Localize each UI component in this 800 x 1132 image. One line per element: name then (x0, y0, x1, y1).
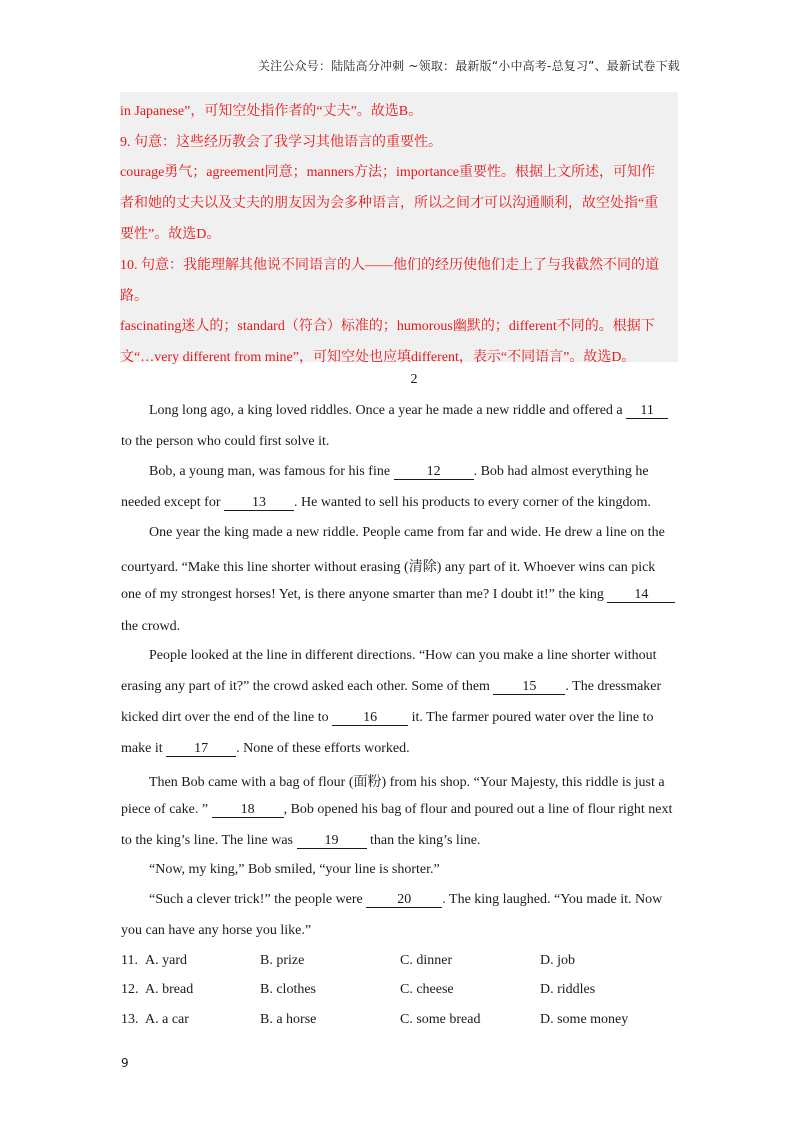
passage-line: Then Bob came with a bag of flour (面粉) from his shop. “Your Majesty, this riddle is just a (149, 775, 665, 790)
passage-line: Long long ago, a king loved riddles. Once a year he made a new riddle and offered a 11 (149, 403, 668, 419)
option-a: A. yard (145, 953, 187, 968)
passage-line: erasing any part of it?” the crowd asked each other. Some of them 15 . The dressmaker (121, 679, 662, 694)
passage-line: piece of cake. ” 18 , Bob opened his bag of flour and poured out a line of flour right next (121, 802, 673, 817)
option-c: C. some bread (400, 1012, 481, 1027)
passage-line: you can have any horse you like.” (121, 923, 312, 938)
blank-16: 16 (332, 711, 408, 726)
option-b: B. a horse (260, 1012, 317, 1027)
answer-line: fascinating迷人的；standard（符合）标准的；humorous幽默的；different不同的。根据下 (120, 319, 655, 334)
passage-line: to the king’s line. The line was 19 than the king’s line. (121, 833, 481, 848)
option-b: B. clothes (260, 982, 316, 997)
answer-line: in Japanese”，可知空处指作者的“丈夫”。故选B。 (120, 104, 423, 119)
blank-19: 19 (297, 834, 367, 849)
option-c: C. dinner (400, 953, 453, 968)
option-number: 11. (121, 953, 138, 968)
answer-line: 文“…very different from mine”，可知空处也应填different，表示“不同语言”。故选D。 (120, 350, 636, 365)
option-d: D. some money (540, 1012, 629, 1027)
answer-line: 者和她的丈夫以及丈夫的朋友因为会多种语言，所以之间才可以沟通顺利，故空处指“重 (120, 196, 659, 211)
passage-line: People looked at the line in different directions. “How can you make a line shorter without (149, 648, 657, 663)
passage-line: to the person who could first solve it. (121, 434, 330, 449)
blank-17: 17 (166, 742, 236, 757)
option-c: C. cheese (400, 982, 454, 997)
passage-line: make it 17 . None of these efforts worked. (121, 741, 410, 756)
answer-line: 要性”。故选D。 (120, 227, 221, 242)
passage-line: “Such a clever trick!” the people were 20 . The king laughed. “You made it. Now (149, 892, 663, 907)
passage-line: “Now, my king,” Bob smiled, “your line is shorter.” (149, 862, 440, 877)
passage-line: one of my strongest horses! Yet, is there anyone smarter than me? I doubt it!” the king 14 (121, 587, 675, 603)
passage-line: needed except for 13 . He wanted to sell his products to every corner of the kingdom. (121, 495, 651, 510)
option-a: A. bread (145, 982, 194, 997)
blank-11: 11 (626, 404, 668, 419)
option-a: A. a car (145, 1012, 189, 1027)
blank-18: 18 (212, 803, 284, 818)
blank-14: 14 (607, 588, 675, 603)
blank-15: 15 (493, 680, 565, 695)
page-number: 9 (121, 1056, 129, 1070)
option-d: D. job (540, 953, 575, 968)
passage-line: Bob, a young man, was famous for his fine 12 . Bob had almost everything he (149, 464, 649, 479)
option-d: D. riddles (540, 982, 596, 997)
blank-12: 12 (394, 465, 474, 480)
option-number: 13. (121, 1012, 139, 1027)
blank-13: 13 (224, 496, 294, 511)
option-b: B. prize (260, 953, 305, 968)
blank-20: 20 (366, 893, 442, 908)
passage-line: One year the king made a new riddle. People came from far and wide. He drew a line on the (149, 525, 665, 540)
option-number: 12. (121, 982, 139, 997)
answer-line: courage勇气；agreement同意；manners方法；importance重要性。根据上文所述，可知作 (120, 165, 655, 180)
answer-line: 10. 句意：我能理解其他说不同语言的人——他们的经历使他们走上了与我截然不同的道 (120, 258, 659, 273)
section-number: 2 (410, 372, 418, 387)
answer-line: 路。 (120, 289, 148, 304)
header-note: 关注公众号：陆陆高分冲刺 ~领取：最新版“小中高考-总复习”、最新试卷下载 (257, 59, 680, 73)
answer-line: 9. 句意：这些经历教会了我学习其他语言的重要性。 (120, 135, 442, 150)
passage-line: kicked dirt over the end of the line to 16 it. The farmer poured water over the line to (121, 710, 654, 725)
passage-line: the crowd. (121, 619, 181, 634)
passage-line: courtyard. “Make this line shorter without erasing (清除) any part of it. Whoever wins can pick (121, 560, 656, 575)
